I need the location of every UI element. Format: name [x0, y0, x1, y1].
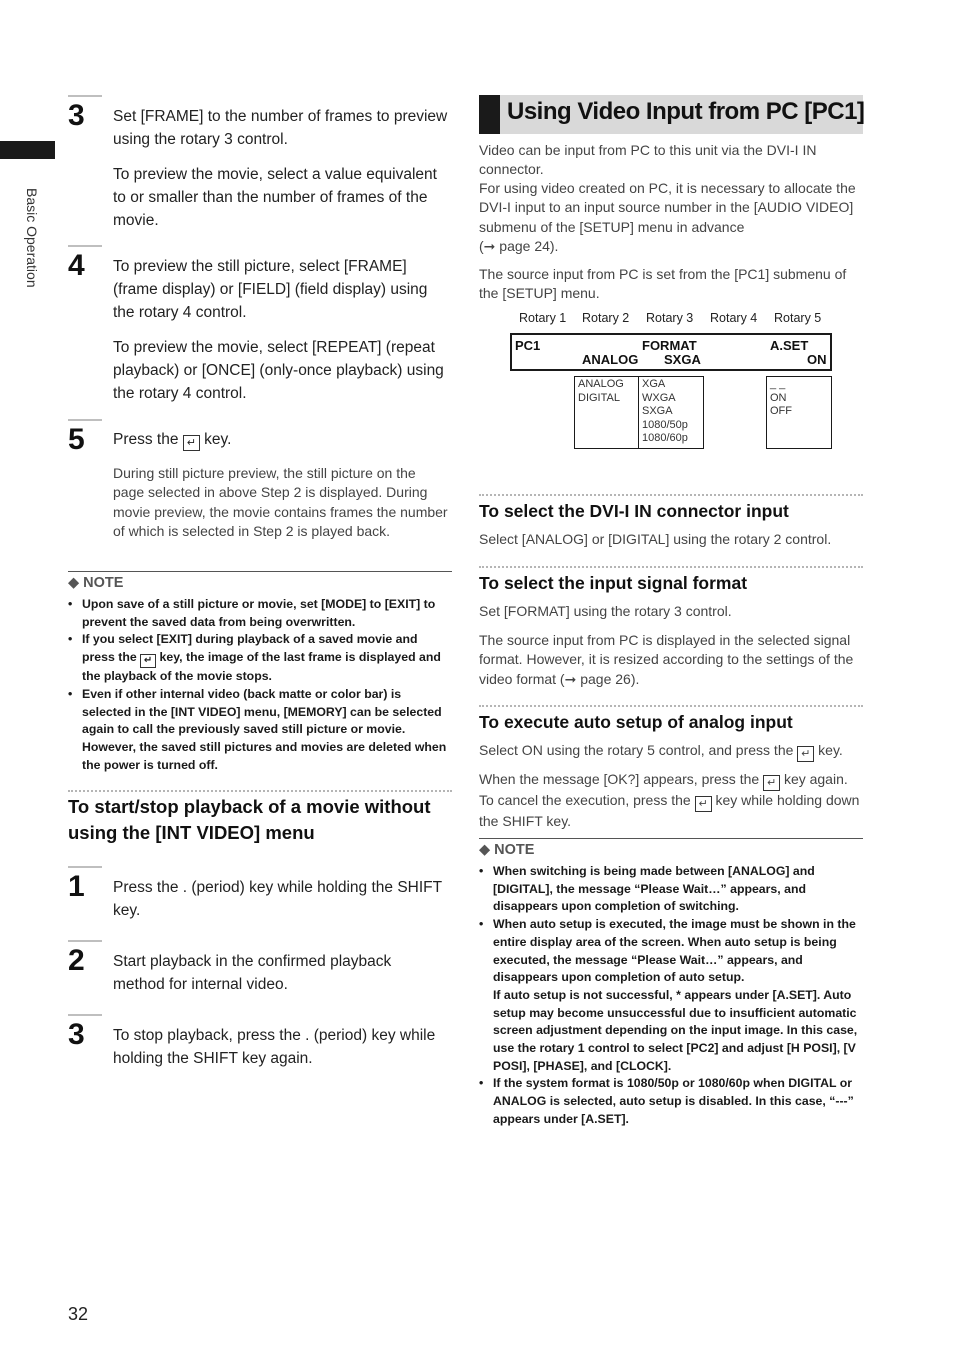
step-number: 5 — [68, 423, 85, 456]
option-item: ON — [770, 391, 787, 404]
step-text: To preview the movie, select [REPEAT] (repeat playback) or [ONCE] (only-once playback) using the rotary 4 control. — [113, 339, 444, 402]
step-divider — [68, 866, 102, 868]
menu-item-label: A.SET — [770, 338, 809, 353]
step-text: Press the . (period) key while holding the SHIFT key. — [113, 879, 442, 919]
text-pre: Select ON using the rotary 5 control, and press the — [479, 742, 794, 758]
step-number: 4 — [68, 249, 85, 282]
step-number: 2 — [68, 944, 85, 977]
enter-key-icon: ↵ — [140, 654, 156, 668]
note-text: key, the image of the last frame is displayed and the playback of the movie stops. — [82, 650, 441, 684]
rotary-label: Rotary 1 — [519, 311, 567, 325]
text-post: key again. — [783, 771, 848, 787]
note-list — [68, 596, 453, 774]
intro-text: The source input from PC is set from the [PC1] submenu of the [SETUP] menu. — [479, 266, 847, 302]
step-text-post: key. — [204, 431, 232, 448]
step-divider — [68, 1014, 102, 1016]
page-title-bar — [479, 95, 863, 134]
option-item: WXGA — [642, 391, 676, 404]
intro-text: Video can be input from PC to this unit via the DVI-I IN connector. — [479, 142, 817, 178]
note-item: • When auto setup is executed, the image must be shown in the entire display area of the screen. When auto setup is being executed, the message “Please Wait…” appears, and disappears upon completion of auto setup. — [479, 916, 863, 987]
section-text: The source input from PC is displayed in the selected signal format. However, it is resized according to the settings of the video format (➞ page 26). — [479, 632, 854, 687]
step-text-pre: Press the — [113, 431, 179, 448]
enter-key-icon: ↵ — [797, 746, 814, 762]
note-item: • If the system format is 1080/50p or 1080/60p when DIGITAL or ANALOG is selected, auto setup is disabled. In this case, “---” appears under [A.SET]. — [479, 1075, 863, 1128]
section-tab-label: Basic Operation — [24, 188, 40, 288]
section-divider — [479, 705, 863, 707]
step-text: To preview the movie, select a value equivalent to or smaller than the number of frames of the movie. — [113, 166, 437, 229]
note-divider — [68, 571, 452, 572]
options-list — [642, 378, 688, 446]
options-divider — [638, 376, 639, 449]
option-item: DIGITAL — [578, 391, 620, 404]
note-item: • Upon save of a still picture or movie, set [MODE] to [EXIT] to prevent the saved data from being overwritten. — [68, 596, 453, 631]
note-title: ◆ NOTE — [479, 842, 535, 858]
step-number: 1 — [68, 870, 85, 903]
page-title: Using Video Input from PC [PC1] — [507, 98, 865, 125]
text-pre: To cancel the execution, press the — [479, 792, 691, 808]
text-pre: When the message [OK?] appears, press the — [479, 771, 760, 787]
option-item: _ _ — [770, 378, 786, 390]
step-detail: During still picture preview, the still picture on the page selected in above Step 2 is displayed. During movie preview, the movie contains frames the number of which is selected in Step 2 is played back. — [113, 465, 448, 539]
step-divider — [68, 245, 102, 247]
note-item: • When switching is being made between [ANALOG] and [DIGITAL], the message “Please Wait…” appears, and disappears upon completion of switching. — [479, 863, 863, 916]
section-divider — [479, 566, 863, 568]
menu-item-label: FORMAT — [642, 338, 697, 353]
note-divider — [479, 838, 863, 839]
title-marker — [479, 95, 500, 134]
step-divider — [68, 940, 102, 942]
rotary-label: Rotary 2 — [582, 311, 630, 325]
page-reference: (➞ page 24). — [479, 238, 559, 254]
menu-value: ANALOG — [582, 352, 639, 367]
section-divider — [479, 494, 863, 496]
step-text: To stop playback, press the . (period) key while holding the SHIFT key again. — [113, 1027, 436, 1067]
menu-value: SXGA — [664, 352, 701, 367]
options-list — [578, 378, 624, 405]
text-post: key. — [818, 742, 843, 758]
note-title: ◆ NOTE — [68, 575, 124, 591]
section-heading: To select the input signal format — [479, 573, 748, 593]
option-item: 1080/60p — [642, 432, 688, 444]
step-divider — [68, 95, 102, 97]
section-text: Set [FORMAT] using the rotary 3 control. — [479, 603, 732, 619]
note-text: If auto setup is not successful, * appears under [A.SET]. Auto setup may become unsuccessful due to insufficient automatic screen adjustment depending on the input image. In this case, use the rotary 1 control to select [PC2] and adjust [H POSI], [V POSI], [PHASE], and [CLOCK]. — [493, 987, 858, 1073]
menu-name: PC1 — [515, 338, 541, 353]
step-text — [113, 428, 453, 451]
enter-key-icon: ↵ — [763, 775, 780, 791]
note-list — [479, 863, 863, 1129]
note-item-continuation — [479, 987, 863, 1076]
step-text: Set [FRAME] to the number of frames to preview using the rotary 3 control. — [113, 108, 448, 148]
step-text: Start playback in the confirmed playback method for internal video. — [113, 953, 392, 993]
rotary-label: Rotary 4 — [710, 311, 758, 325]
rotary-label: Rotary 5 — [774, 311, 822, 325]
intro-text: For using video created on PC, it is necessary to allocate the DVI-I input to an input source number in the [AUDIO VIDEO] submenu of the [SETUP] menu in advance — [479, 180, 856, 235]
enter-key-icon: ↵ — [695, 796, 712, 812]
section-text — [479, 770, 869, 831]
section-heading: To execute auto setup of analog input — [479, 712, 793, 732]
option-item: 1080/50p — [642, 418, 688, 431]
text-post: key while holding down the SHIFT key. — [479, 792, 860, 829]
section-text: Select [ANALOG] or [DIGITAL] using the rotary 2 control. — [479, 531, 832, 547]
step-number: 3 — [68, 1018, 85, 1051]
menu-value: ON — [807, 352, 827, 367]
note-text: If you select [EXIT] during playback of a saved movie and press the — [82, 632, 418, 665]
option-item: OFF — [770, 405, 792, 417]
section-heading: To start/stop playback of a movie without using the [INT VIDEO] menu — [68, 796, 431, 843]
options-list — [770, 378, 792, 419]
section-divider — [68, 790, 452, 792]
step-divider — [68, 419, 102, 421]
page-number: 32 — [68, 1304, 89, 1324]
section-tab-marker — [0, 141, 55, 159]
option-item: XGA — [642, 378, 666, 390]
rotary-label: Rotary 3 — [646, 311, 694, 325]
step-text: To preview the still picture, select [FRAME] (frame display) or [FIELD] (field display) using the rotary 4 control. — [113, 258, 428, 321]
section-heading: To select the DVI-I IN connector input — [479, 501, 789, 521]
step-number: 3 — [68, 99, 85, 132]
enter-key-icon: ↵ — [183, 435, 200, 451]
option-item: ANALOG — [578, 378, 624, 390]
option-item: SXGA — [642, 405, 673, 417]
note-item: • Even if other internal video (back matte or color bar) is selected in the [INT VIDEO] menu, [MEMORY] can be selected again to call the previously saved still picture or movie. However, the saved still pictures and movies are deleted when the power is turned off. — [68, 686, 453, 775]
section-text — [479, 741, 869, 762]
note-item — [68, 631, 453, 685]
